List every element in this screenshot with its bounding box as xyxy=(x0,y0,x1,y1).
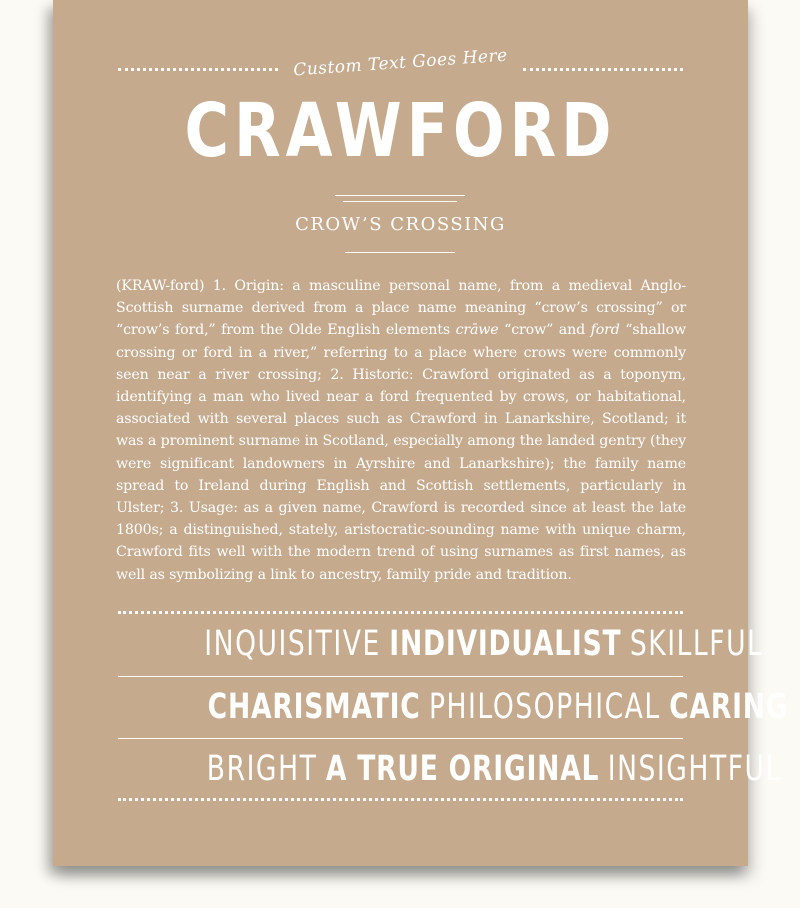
trait-bright: BRIGHT xyxy=(206,749,318,789)
traits-row-2 xyxy=(116,687,789,727)
traits-row-1 xyxy=(116,624,764,664)
name-meaning: CROW’S CROSSING xyxy=(295,214,506,235)
name-title: CRAWFORD xyxy=(184,88,617,174)
trait-individualist: INDIVIDUALIST xyxy=(389,624,622,664)
custom-text-row xyxy=(118,45,683,81)
trait-inquisitive: INQUISITIVE xyxy=(204,624,381,664)
traits-row-3 xyxy=(116,749,782,789)
traits-rule-2 xyxy=(118,738,683,739)
dotted-divider-traits-top xyxy=(118,611,683,614)
traits-rule-1 xyxy=(118,676,683,677)
custom-text: Custom Text Goes Here xyxy=(292,45,509,81)
trait-insightful: INSIGHTFUL xyxy=(607,749,782,789)
definition-text-2: “crow” and xyxy=(498,322,591,339)
definition-text-1: (KRAW-ford) 1. Origin: a masculine personal name, from a medieval Anglo-Scottish surname derived from a place name meaning “crow’s crossing” or “crow’s ford,” from the Olde English elements xyxy=(116,278,686,339)
definition-term-ford: ford xyxy=(590,322,620,339)
trait-a-true-original: A TRUE ORIGINAL xyxy=(325,749,600,789)
trait-caring: CARING xyxy=(669,687,789,727)
definition-text-3: “shallow crossing or ford in a river,” referring to a place where crows were commonly seen near a river crossing; 2. Historic: Crawford originated as a toponym, identifying a man who lived near a ford frequented by crows, or habitational, associated with several places such as Crawford in Lanarkshire, Scotland; it was a prominent surname in Scotland, especially among the landed gentry (they were significant landowners in Ayrshire and Lanarkshire); the family name spread to Ireland during English and Scottish settlements, particularly in Ulster; 3. Usage: as a given name, Crawford is recorded since at least the late 1800s; a distinguished, stately, aristocratic-sounding name with unique charm, Crawford fits well with the modern trend of using surnames as first names, as well as symbolizing a link to ancestry, family pride and tradition. xyxy=(116,322,686,583)
dotted-divider-right xyxy=(523,68,683,71)
name-definition xyxy=(116,275,686,586)
trait-skillful: SKILLFUL xyxy=(629,624,764,664)
trait-charismatic: CHARISMATIC xyxy=(207,687,421,727)
meaning-rule xyxy=(345,252,455,253)
title-rule-top xyxy=(335,195,465,196)
name-poster xyxy=(53,0,789,866)
trait-philosophical: PHILOSOPHICAL xyxy=(428,687,661,727)
title-rule-bottom xyxy=(343,201,457,202)
definition-term-crawe: crāwe xyxy=(455,322,499,339)
dotted-divider-traits-bottom xyxy=(118,798,683,801)
